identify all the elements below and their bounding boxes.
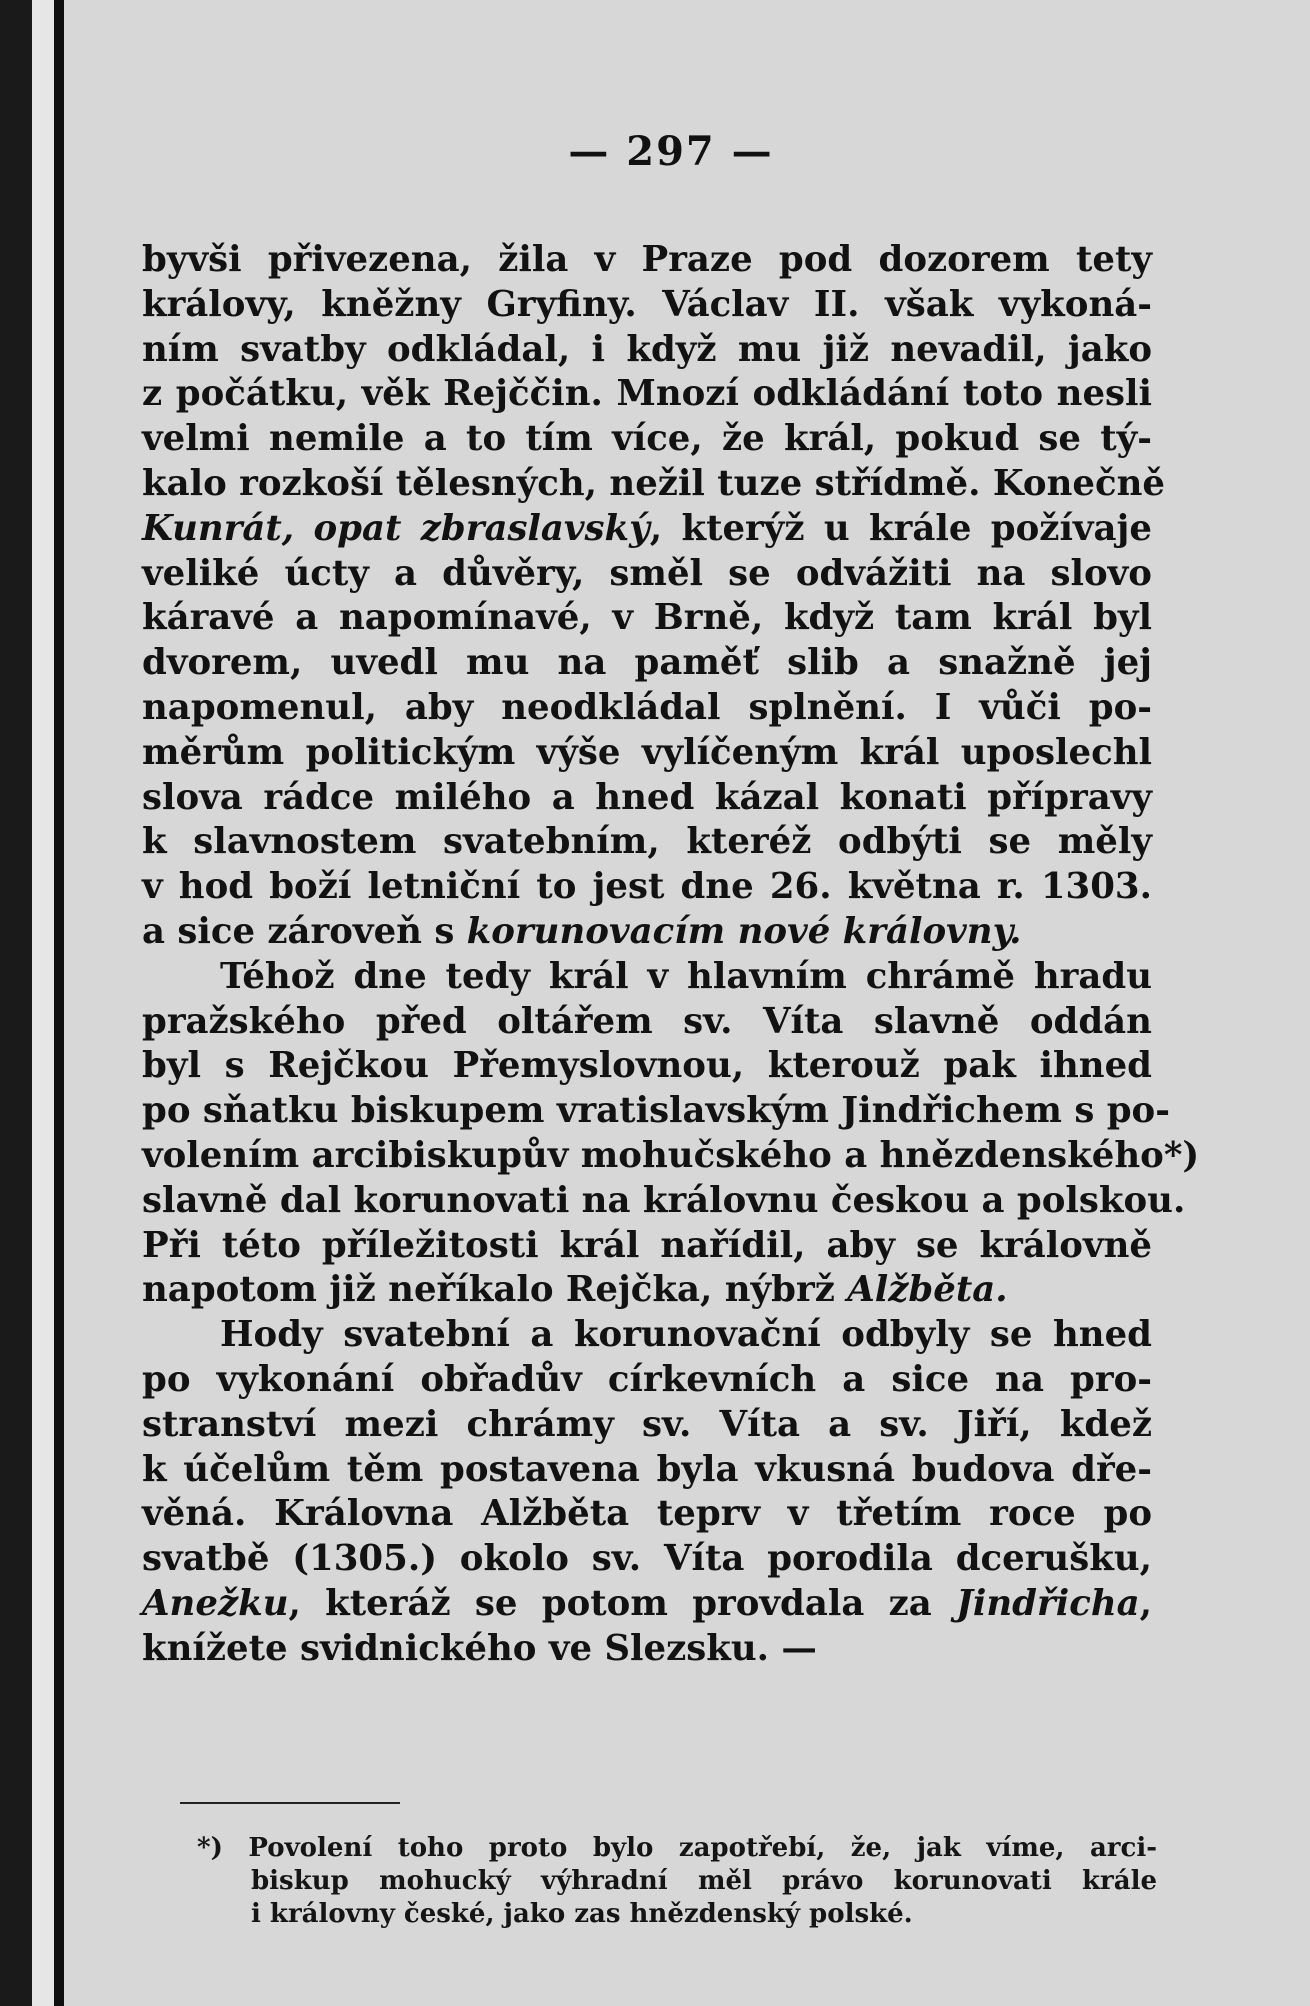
text-line	[142, 1627, 1152, 1672]
text-segment: slova rádce milého a hned kázal konati přípravy	[142, 776, 1152, 818]
text-line	[142, 1448, 1152, 1493]
text-line	[142, 596, 1152, 641]
text-line	[142, 507, 1152, 552]
text-segment: v hod boží letniční to jest dne 26. května r. 1303.	[142, 866, 1152, 908]
text-line	[142, 1089, 1170, 1134]
text-line	[142, 686, 1152, 731]
italic-text: Kunrát, opat zbraslavský	[142, 507, 650, 549]
text-line	[142, 776, 1152, 821]
text-segment: , kteráž se potom provdala za	[288, 1582, 957, 1624]
text-line	[142, 328, 1152, 373]
text-line	[142, 417, 1152, 462]
text-segment: , kterýž u krále požívaje	[649, 507, 1152, 549]
footnote-divider	[180, 1802, 400, 1804]
text-segment: z počátku, věk Rejččin. Mnozí odkládání toto nesli	[142, 373, 1152, 415]
text-segment: po vykonání obřadův církevních a sice na pro-	[142, 1358, 1152, 1400]
text-line	[142, 283, 1152, 328]
italic-text: Jindřicha	[956, 1582, 1140, 1624]
text-segment: k slavnostem svatebním, kteréž odbýti se měly	[142, 821, 1152, 863]
text-line	[142, 731, 1152, 776]
text-line	[142, 1492, 1152, 1537]
text-line	[142, 372, 1152, 417]
italic-text: korunovacím nové královny.	[466, 910, 1022, 952]
text-segment: stranství mezi chrámy sv. Víta a sv. Jiří, kdež	[142, 1403, 1152, 1445]
text-line	[142, 865, 1152, 910]
text-line	[142, 1044, 1152, 1089]
text-segment: volením arcibiskupův mohučského a hnězdenského*)	[142, 1134, 1200, 1176]
text-segment: napomenul, aby neodkládal splnění. I vůči po-	[142, 686, 1152, 728]
text-line	[142, 1134, 1200, 1179]
text-line	[142, 955, 1152, 1000]
text-line	[142, 1358, 1152, 1403]
footnote-line: biskup mohucký výhradní měl právo korunovati krále	[251, 1866, 1157, 1896]
footnote-line: i královny české, jako zas hnězdenský polské.	[251, 1899, 913, 1929]
text-segment: kalo rozkoší tělesných, nežil tuze střídmě. Konečně	[142, 462, 1166, 504]
text-line	[142, 1224, 1152, 1269]
text-segment: ním svatby odkládal, i když mu již nevadil, jako	[142, 328, 1152, 370]
italic-text: Alžběta.	[847, 1269, 1008, 1311]
body-text	[142, 238, 1200, 1672]
text-segment: věná. Královna Alžběta teprv v třetím roce po	[142, 1493, 1152, 1535]
text-line	[142, 820, 1152, 865]
text-line	[142, 1268, 1152, 1313]
text-segment: ,	[1139, 1582, 1152, 1624]
text-segment: Při této příležitosti král nařídil, aby se královně	[142, 1224, 1152, 1266]
text-segment: slavně dal korunovati na královnu českou a polskou.	[142, 1179, 1186, 1221]
text-line	[142, 1537, 1152, 1582]
text-segment: dvorem, uvedl mu na paměť slib a snažně jej	[142, 642, 1152, 684]
text-segment: k účelům těm postavena byla vkusná budova dře-	[142, 1448, 1152, 1490]
text-line	[142, 462, 1166, 507]
footnote-line: *) Povolení toho proto bylo zapotřebí, že, jak víme, arci-	[197, 1833, 1157, 1863]
text-segment: velmi nemile a to tím více, že král, pokud se tý-	[142, 418, 1152, 460]
text-line	[142, 552, 1152, 597]
text-segment: po sňatku biskupem vratislavským Jindřichem s po-	[142, 1090, 1170, 1132]
text-line	[142, 1403, 1152, 1448]
text-line	[142, 238, 1152, 283]
text-segment: Téhož dne tedy král v hlavním chrámě hradu	[220, 955, 1152, 997]
text-segment: byvši přivezena, žila v Praze pod dozorem tety	[142, 239, 1152, 280]
text-line	[142, 910, 1152, 955]
text-line	[142, 1582, 1152, 1627]
italic-text: Anežku	[142, 1582, 289, 1624]
page-edge	[32, 0, 64, 2006]
text-segment: a sice zároveň s	[142, 910, 467, 952]
text-segment: káravé a napomínavé, v Brně, když tam král byl	[142, 597, 1152, 639]
text-segment: byl s Rejčkou Přemyslovnou, kterouž pak ihned	[142, 1045, 1152, 1087]
text-segment: knížete svidnického ve Slezsku. —	[142, 1627, 817, 1669]
text-segment: měrům politickým výše vylíčeným král uposlechl	[142, 731, 1152, 773]
text-segment: napotom již neříkalo Rejčka, nýbrž	[142, 1269, 848, 1311]
text-line	[142, 1313, 1152, 1358]
book-page	[32, 0, 1310, 2006]
text-line	[142, 1179, 1186, 1224]
footnote	[197, 1832, 1157, 1931]
text-segment: veliké úcty a důvěry, směl se odvážiti na slovo	[142, 552, 1152, 594]
page-number: — 297 —	[568, 128, 774, 175]
text-segment: královy, kněžny Gryfiny. Václav II. však vykoná-	[142, 283, 1152, 325]
text-segment: svatbě (1305.) okolo sv. Víta porodila dcerušku,	[142, 1538, 1152, 1580]
text-line	[142, 641, 1152, 686]
text-line	[142, 1000, 1152, 1045]
text-segment: Hody svatební a korunovační odbyly se hned	[220, 1314, 1152, 1356]
text-segment: pražského před oltářem sv. Víta slavně oddán	[142, 1000, 1152, 1042]
